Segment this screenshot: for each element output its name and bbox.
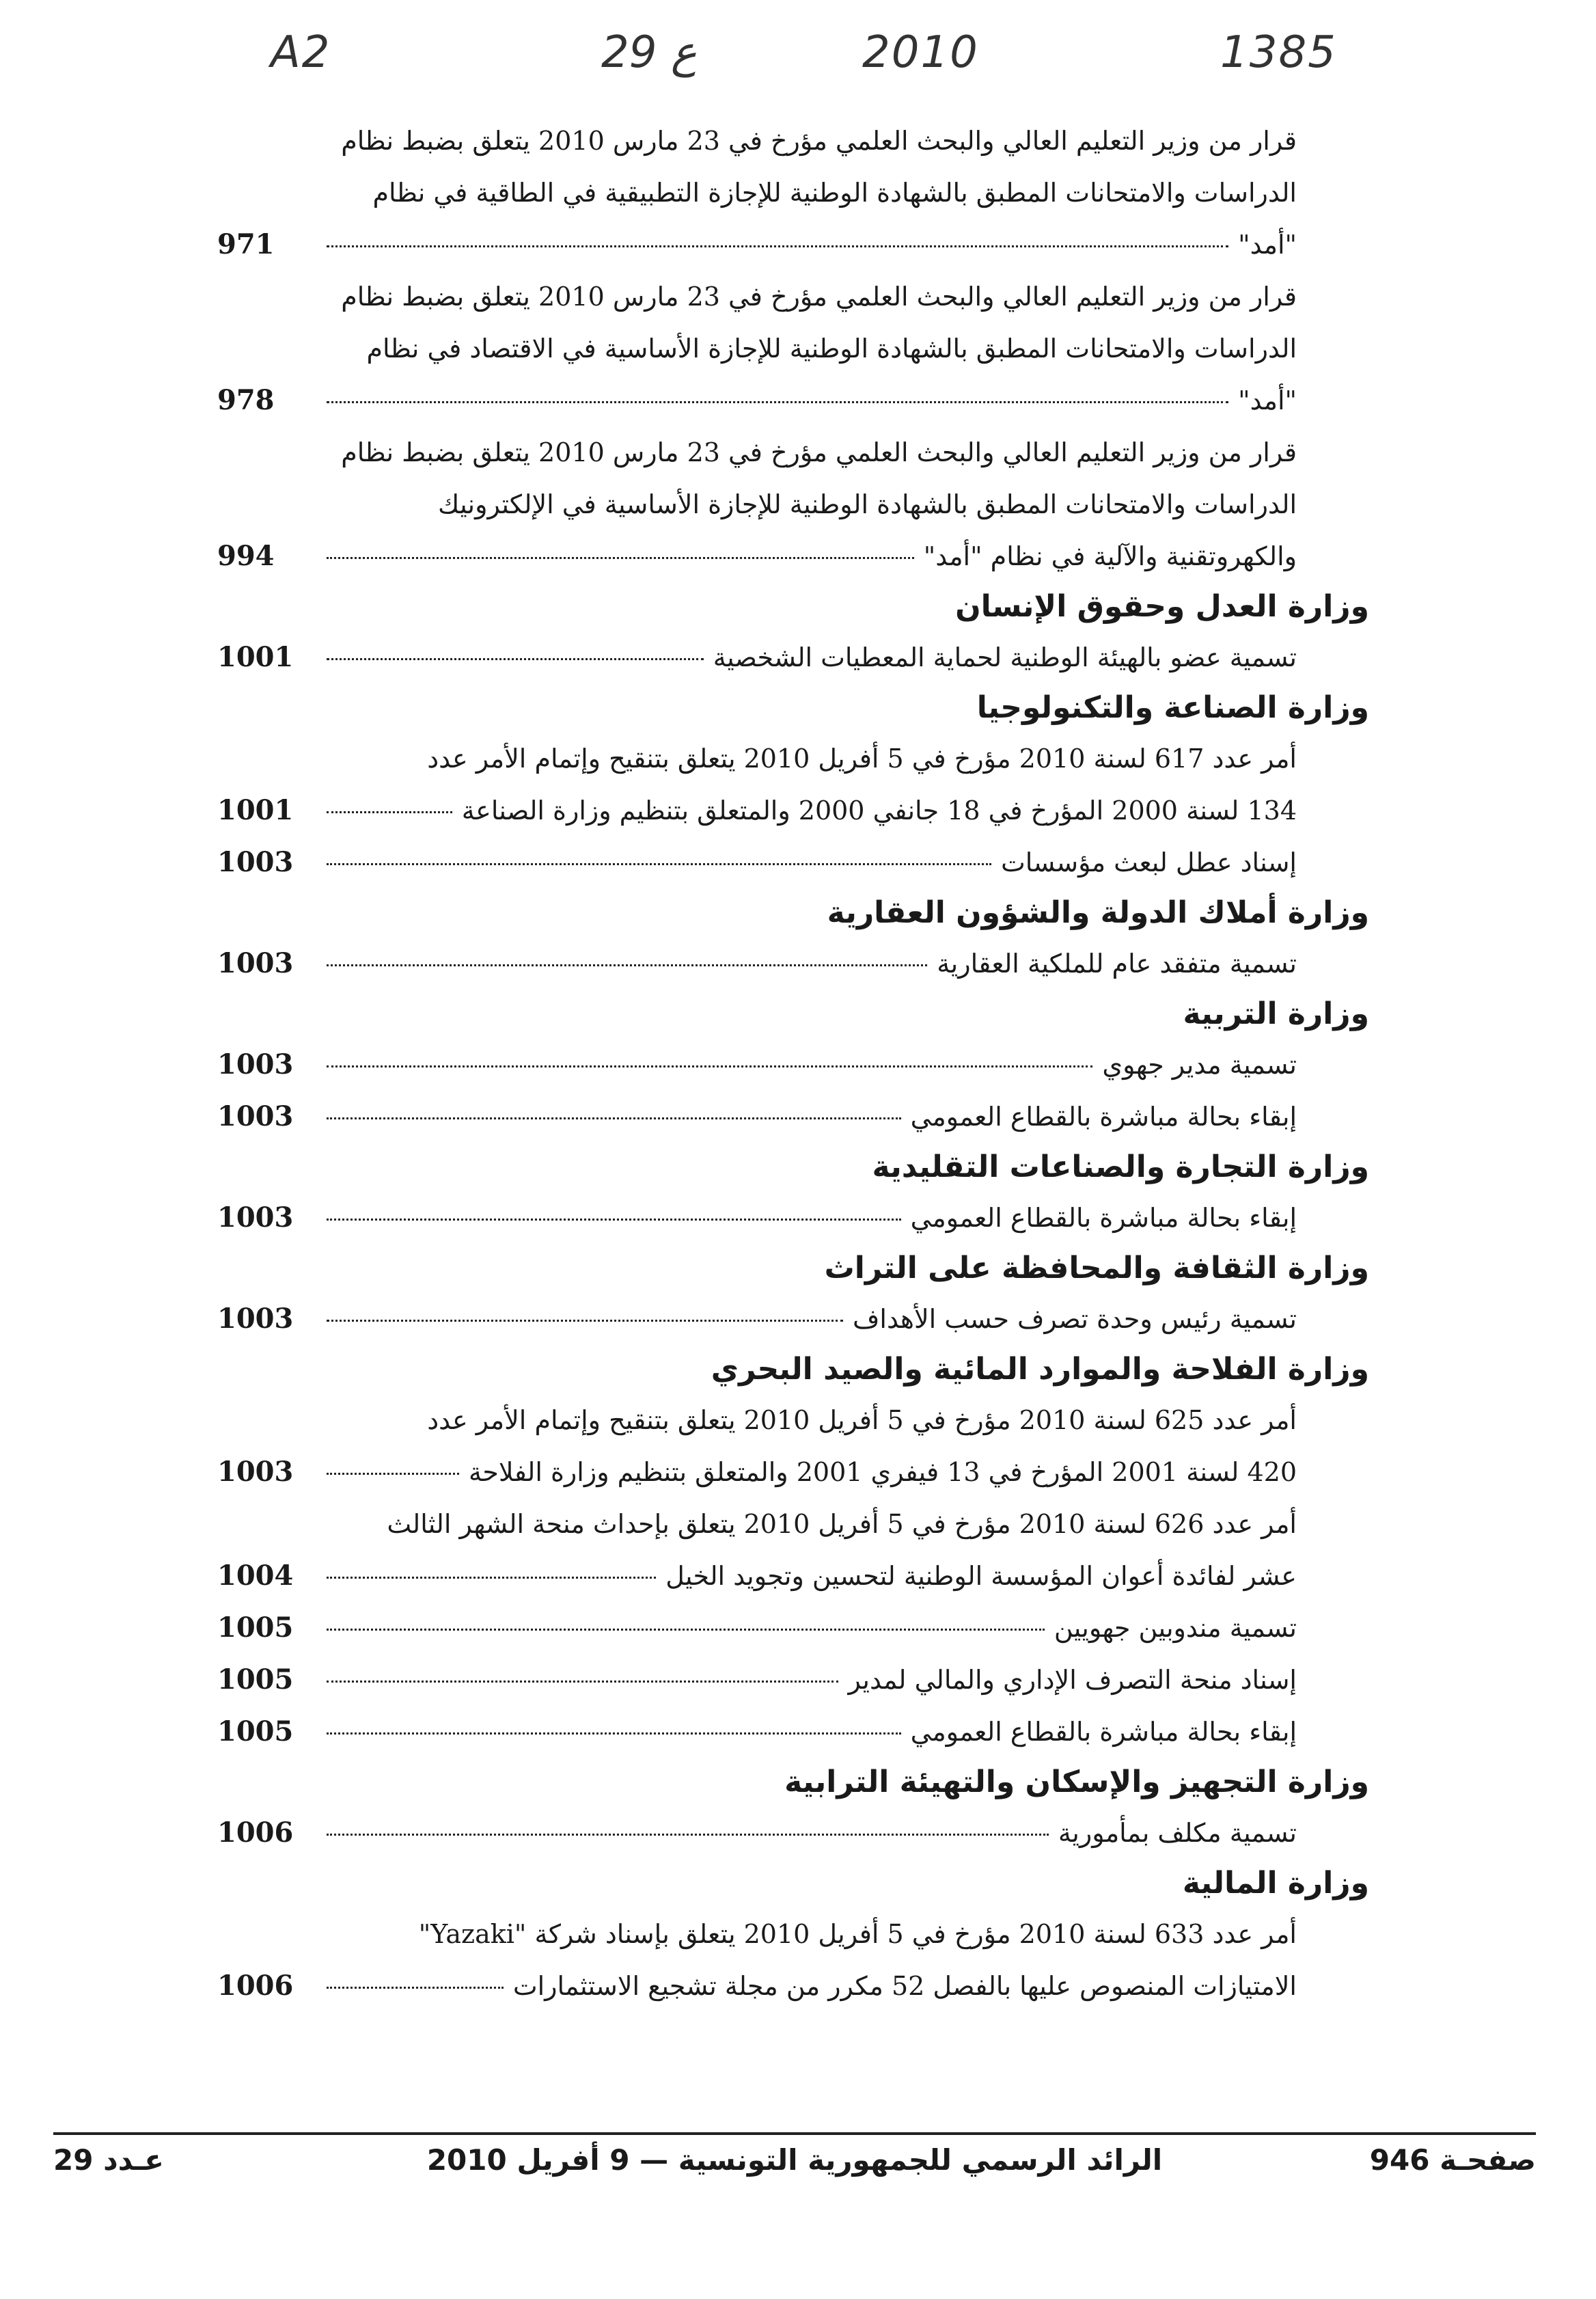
entry-text: تسمية مندوبين جهويين: [1054, 1613, 1297, 1643]
dot-leader: [327, 557, 914, 559]
entry-page-number: 1001: [217, 641, 294, 673]
handwritten-mark-d: 1385: [1220, 27, 1337, 78]
section-heading: وزارة التجهيز والإسكان والتهيئة الترابية: [784, 1765, 1369, 1799]
entry-text: 420 لسنة 2001 المؤرخ في 13 فيفري 2001 والمتعلق بتنظيم وزارة الفلاحة: [469, 1457, 1297, 1487]
entry-page-number: 1006: [217, 1817, 294, 1849]
toc-entry: [217, 631, 1373, 683]
section-heading: وزارة الثقافة والمحافظة على التراث: [824, 1251, 1369, 1285]
dot-leader: [327, 1732, 901, 1735]
table-of-contents: [217, 115, 1373, 2012]
entry-page-number: 1003: [217, 1303, 294, 1335]
entry-page-number: 1003: [217, 1100, 294, 1132]
toc-entry: [217, 1394, 1373, 1498]
dot-leader: [327, 1117, 901, 1119]
dot-leader: [327, 1629, 1045, 1631]
dot-leader: [327, 863, 991, 865]
entry-text: قرار من وزير التعليم العالي والبحث العلمي مؤرخ في 23 مارس 2010 يتعلق بضبط نظام: [341, 282, 1297, 312]
entry-text: الدراسات والامتحانات المطبق بالشهادة الوطنية للإجازة الأساسية في الإلكترونيك: [438, 489, 1297, 519]
entry-page-number: 1003: [217, 1201, 294, 1234]
entry-page-number: 1005: [217, 1715, 294, 1747]
entry-text: تسمية مكلف بمأمورية: [1058, 1818, 1297, 1848]
entry-page-number: 1003: [217, 846, 294, 878]
dot-leader: [327, 1577, 656, 1579]
entry-page-number: 971: [217, 228, 275, 260]
toc-entry: [217, 1602, 1373, 1654]
entry-text: إسناد عطل لبعث مؤسسات: [1001, 847, 1297, 878]
toc-entry: [217, 1908, 1373, 2012]
footer-page-number: صفحـة 946: [1369, 2143, 1536, 2177]
entry-page-number: 1004: [217, 1560, 294, 1592]
toc-entry: [217, 1706, 1373, 1758]
entry-page-number: 1003: [217, 1456, 294, 1488]
toc-entry: [217, 733, 1373, 836]
entry-page-number: 1005: [217, 1611, 294, 1644]
toc-entry: [217, 115, 1373, 271]
dot-leader: [327, 401, 1228, 403]
dot-leader: [327, 1320, 843, 1322]
section-heading: وزارة التربية: [1183, 996, 1369, 1031]
entry-text: إبقاء بحالة مباشرة بالقطاع العمومي: [910, 1102, 1297, 1132]
footer-issue-number: عـدد 29: [53, 2143, 164, 2177]
section-heading: وزارة العدل وحقوق الإنسان: [955, 589, 1369, 624]
handwritten-mark-a: A2: [271, 27, 331, 78]
dot-leader: [327, 964, 927, 966]
entry-text: إبقاء بحالة مباشرة بالقطاع العمومي: [910, 1203, 1297, 1233]
toc-entry: [217, 836, 1373, 888]
dot-leader: [327, 1219, 901, 1221]
dot-leader: [327, 811, 452, 813]
page-footer: [53, 2143, 1536, 2191]
entry-page-number: 994: [217, 540, 275, 572]
entry-text: تسمية مدير جهوي: [1102, 1050, 1297, 1080]
entry-page-number: 1005: [217, 1663, 294, 1696]
entry-page-number: 978: [217, 384, 275, 416]
entry-text: إسناد منحة التصرف الإداري والمالي لمدير: [848, 1665, 1297, 1695]
entry-text: الدراسات والامتحانات المطبق بالشهادة الوطنية للإجازة التطبيقية في الطاقية في نظام: [372, 178, 1297, 208]
entry-page-number: 1003: [217, 1048, 294, 1080]
footer-publication-title: الرائد الرسمي للجمهورية التونسية — 9 أفريل 2010: [426, 2143, 1163, 2177]
toc-entry: [217, 1498, 1373, 1602]
handwritten-mark-b: 29 ع: [601, 27, 697, 78]
entry-text: الدراسات والامتحانات المطبق بالشهادة الوطنية للإجازة الأساسية في الاقتصاد في نظام: [366, 334, 1297, 364]
entry-text: 134 لسنة 2000 المؤرخ في 18 جانفي 2000 والمتعلق بتنظيم وزارة الصناعة: [461, 795, 1297, 826]
toc-entry: [217, 1293, 1373, 1345]
dot-leader: [327, 1065, 1092, 1067]
entry-text: "أمد": [1238, 230, 1297, 260]
toc-entry: [217, 1807, 1373, 1859]
entry-text: تسمية متفقد عام للملكية العقارية: [937, 949, 1297, 979]
entry-page-number: 1003: [217, 947, 294, 979]
dot-leader: [327, 658, 704, 660]
entry-text: "أمد": [1238, 385, 1297, 416]
entry-page-number: 1006: [217, 1970, 294, 2002]
entry-text: الامتيازات المنصوص عليها بالفصل 52 مكرر من مجلة تشجيع الاستثمارات: [512, 1971, 1297, 2001]
entry-text: تسمية رئيس وحدة تصرف حسب الأهداف: [853, 1304, 1297, 1334]
dot-leader: [327, 1834, 1049, 1836]
dot-leader: [327, 1987, 504, 1989]
toc-entry: [217, 938, 1373, 990]
entry-text: أمر عدد 626 لسنة 2010 مؤرخ في 5 أفريل 2010 يتعلق بإحداث منحة الشهر الثالث: [387, 1509, 1297, 1539]
section-heading: وزارة الفلاحة والموارد المائية والصيد البحري: [711, 1352, 1369, 1387]
toc-entry: [217, 1091, 1373, 1143]
toc-entry: [217, 1039, 1373, 1091]
toc-entry: [217, 1654, 1373, 1706]
dot-leader: [327, 1473, 459, 1475]
entry-text: والكهروتقنية والآلية في نظام "أمد": [923, 541, 1297, 571]
section-heading: وزارة التجارة والصناعات التقليدية: [872, 1150, 1369, 1184]
entry-text: قرار من وزير التعليم العالي والبحث العلمي مؤرخ في 23 مارس 2010 يتعلق بضبط نظام: [341, 437, 1297, 467]
entry-text: عشر لفائدة أعوان المؤسسة الوطنية لتحسين وتجويد الخيل: [665, 1561, 1297, 1591]
handwritten-mark-c: 2010: [862, 27, 979, 78]
section-heading: وزارة أملاك الدولة والشؤون العقارية: [827, 895, 1369, 930]
dot-leader: [327, 1681, 838, 1683]
entry-text: أمر عدد 625 لسنة 2010 مؤرخ في 5 أفريل 2010 يتعلق بتنقيح وإتمام الأمر عدد: [427, 1405, 1297, 1435]
entry-page-number: 1001: [217, 794, 294, 826]
entry-text: تسمية عضو بالهيئة الوطنية لحماية المعطيات الشخصية: [713, 642, 1297, 672]
entry-text: إبقاء بحالة مباشرة بالقطاع العمومي: [910, 1717, 1297, 1747]
dot-leader: [327, 245, 1228, 247]
toc-entry: [217, 1192, 1373, 1244]
footer-rule: [53, 2132, 1536, 2135]
section-heading: وزارة المالية: [1182, 1866, 1369, 1901]
entry-text: أمر عدد 633 لسنة 2010 مؤرخ في 5 أفريل 2010 يتعلق بإسناد شركة "Yazaki": [418, 1919, 1297, 1949]
entry-text: أمر عدد 617 لسنة 2010 مؤرخ في 5 أفريل 2010 يتعلق بتنقيح وإتمام الأمر عدد: [427, 744, 1297, 774]
toc-entry: [217, 426, 1373, 582]
entry-text: قرار من وزير التعليم العالي والبحث العلمي مؤرخ في 23 مارس 2010 يتعلق بضبط نظام: [341, 126, 1297, 156]
toc-entry: [217, 271, 1373, 426]
section-heading: وزارة الصناعة والتكنولوجيا: [976, 690, 1369, 725]
